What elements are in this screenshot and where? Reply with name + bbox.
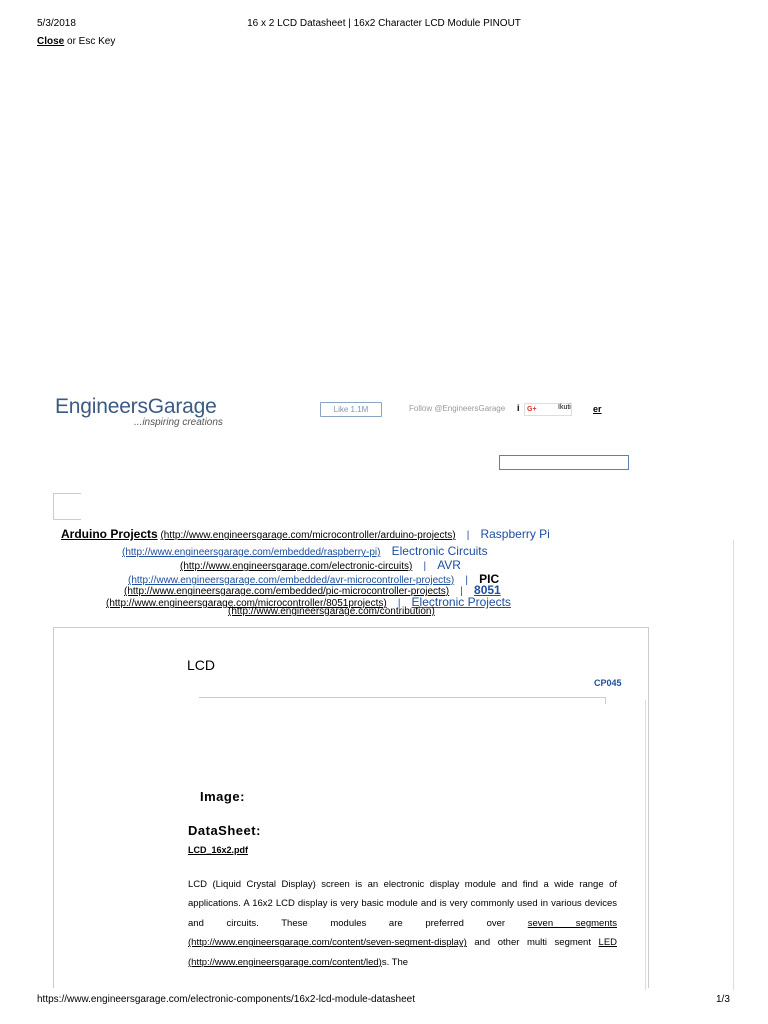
logo-garage: Garage — [147, 395, 217, 418]
nav-8051[interactable]: 8051 — [474, 583, 501, 597]
twitter-follow-button[interactable]: Follow @EngineersGarage — [409, 404, 506, 413]
nav-pic[interactable]: PIC — [479, 572, 500, 586]
right-rule — [733, 540, 734, 800]
nav-line-2 — [122, 544, 488, 558]
page-title: LCD — [187, 657, 216, 673]
seven-segments-link[interactable]: seven segments — [527, 917, 617, 929]
logo-engineers: Engineers — [55, 395, 148, 418]
nav-separator: | — [460, 586, 463, 597]
nav-electronic-projects[interactable]: Electronic Projects — [411, 595, 511, 609]
google-plus-follow-label: Ikuti — [558, 404, 571, 411]
google-plus-icon: G+ — [527, 406, 537, 413]
print-title: 16 x 2 LCD Datasheet | 16x2 Character LCD Module PINOUT — [247, 18, 521, 29]
header-fragment: i — [517, 403, 520, 413]
image-heading: Image: — [200, 789, 245, 804]
close-bar — [37, 36, 115, 47]
description-paragraph — [188, 875, 617, 972]
nav-raspberry-url[interactable]: (http://www.engineersgarage.com/embedded/raspberry-pi) — [122, 547, 381, 558]
facebook-like-button[interactable]: Like 1.1M — [320, 402, 382, 417]
nav-pic-url[interactable]: (http://www.engineersgarage.com/embedded/pic-microcontroller-projects) — [124, 586, 450, 597]
led-url[interactable]: (http://www.engineersgarage.com/content/led) — [188, 956, 382, 968]
page-number: 1/3 — [716, 994, 730, 1005]
site-logo[interactable] — [55, 395, 217, 419]
nav-separator: | — [423, 561, 427, 572]
header-fragment-link[interactable]: er — [593, 404, 602, 414]
nav-line-1 — [61, 527, 550, 541]
nav-projects-url[interactable]: (http://www.engineersgarage.com/contribution) — [228, 606, 435, 617]
logo-tagline: ...inspiring creations — [134, 417, 223, 428]
nav-avr[interactable]: AVR — [437, 558, 461, 572]
nav-separator: | — [465, 575, 468, 586]
nav-separator: | — [397, 598, 401, 609]
nav-arduino-url[interactable]: (http://www.engineersgarage.com/microcontroller/arduino-projects) — [160, 530, 456, 541]
print-url: https://www.engineersgarage.com/electronic-components/16x2-lcd-module-datasheet — [37, 994, 415, 1005]
nav-circuits-url[interactable]: (http://www.engineersgarage.com/electronic-circuits) — [180, 561, 413, 572]
nav-line-7 — [228, 606, 435, 617]
led-link[interactable]: LED — [598, 937, 618, 949]
frame-rule — [645, 700, 646, 990]
close-link[interactable]: Close — [37, 36, 65, 47]
search-input[interactable] — [499, 455, 629, 470]
nav-separator: | — [466, 530, 470, 541]
description-text: and other multi segment — [474, 937, 591, 949]
nav-raspberry-pi[interactable]: Raspberry Pi — [480, 527, 550, 541]
nav-arduino-projects[interactable]: Arduino Projects — [61, 527, 158, 541]
datasheet-pdf-link[interactable]: LCD_16x2.pdf — [188, 845, 249, 855]
description-text: s. The — [381, 956, 409, 968]
menu-box[interactable] — [53, 493, 81, 520]
right-rule — [733, 770, 734, 990]
nav-line-3 — [180, 558, 461, 572]
product-code: CP045 — [594, 678, 622, 688]
image-box — [199, 697, 606, 704]
nav-avr-url[interactable]: (http://www.engineersgarage.com/embedded/avr-microcontroller-projects) — [128, 575, 455, 586]
datasheet-heading: DataSheet: — [188, 823, 261, 838]
description-text: LCD (Liquid Crystal Display) screen is an electronic display module and find a wide range of applications. A 16x2 LCD display is very basic module and is very commonly used in various devices and circuits. These modules are preferred over — [188, 879, 617, 929]
nav-electronic-circuits[interactable]: Electronic Circuits — [391, 544, 488, 558]
seven-segments-url[interactable]: (http://www.engineersgarage.com/content/seven-segment-display) — [188, 937, 467, 949]
print-date: 5/3/2018 — [37, 18, 76, 29]
close-hint: or Esc Key — [67, 36, 116, 47]
nav-8051-url[interactable]: (http://www.engineersgarage.com/microcontroller/8051projects) — [106, 598, 387, 609]
